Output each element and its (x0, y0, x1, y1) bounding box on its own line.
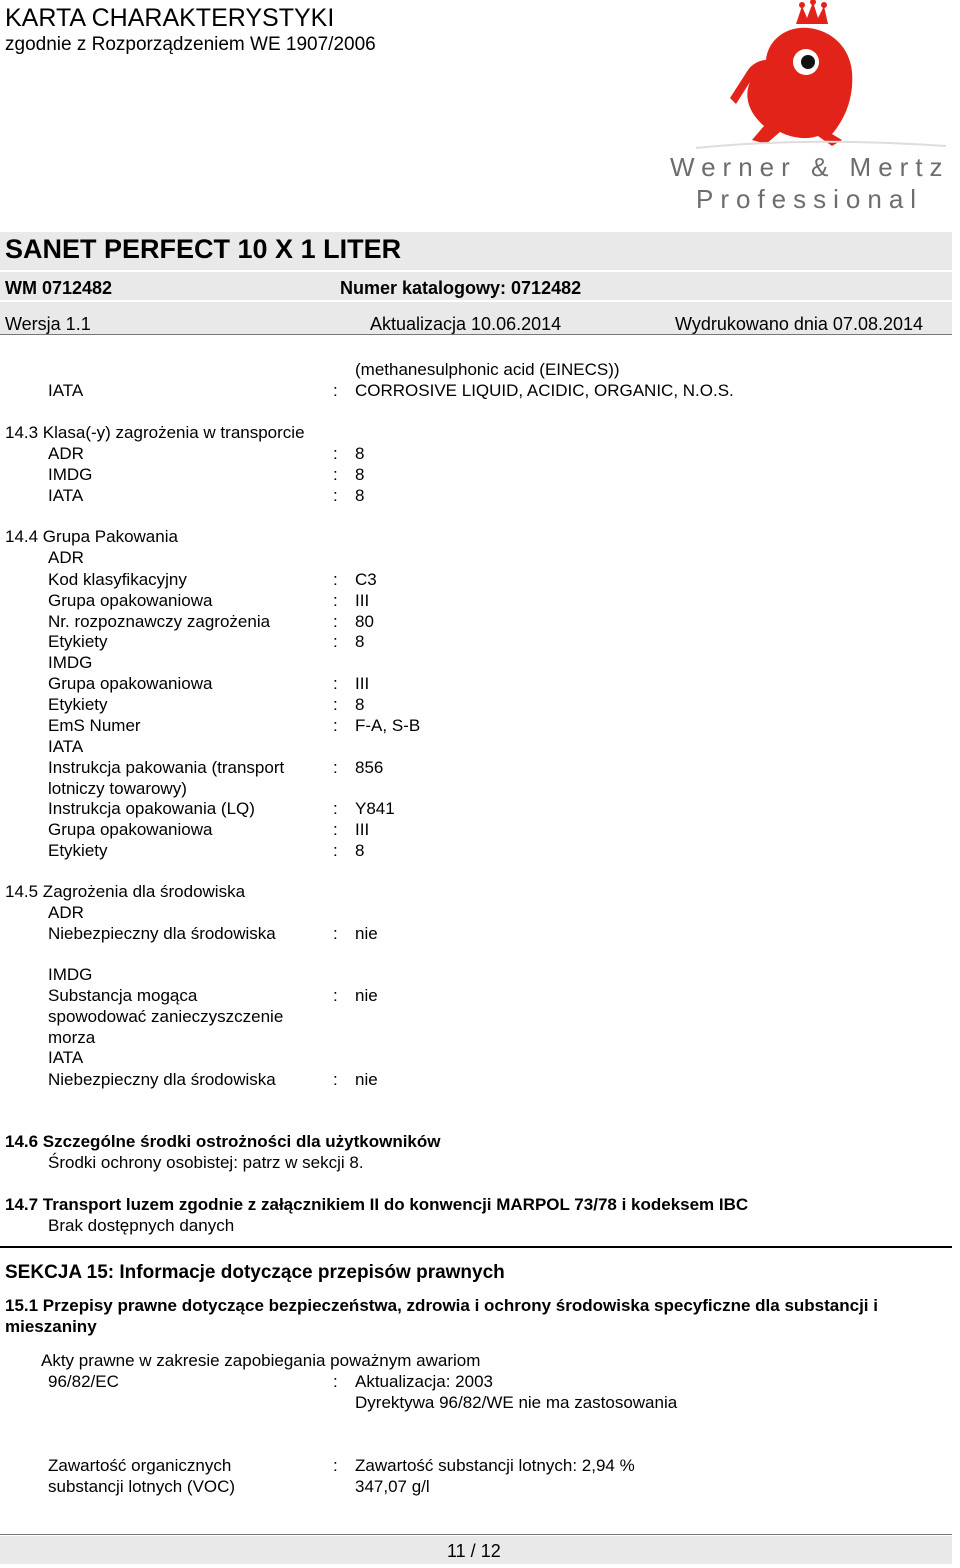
row-value: 8 (355, 465, 365, 484)
product-name: SANET PERFECT 10 X 1 LITER (5, 234, 402, 264)
section-14-3-heading: 14.3 Klasa(-y) zagrożenia w transporcie (5, 423, 305, 442)
subheading-adr: ADR (48, 903, 84, 922)
separator: : (333, 799, 338, 818)
separator: : (333, 1372, 338, 1391)
row-value-continued: Dyrektywa 96/82/WE nie ma zastosowania (355, 1393, 678, 1412)
subheading-iata: IATA (48, 1048, 84, 1067)
row-value: C3 (355, 570, 377, 589)
subheading-adr: ADR (48, 548, 84, 567)
row-label-continued: spowodować zanieczyszczenie (48, 1007, 284, 1026)
row-label-continued: morza (48, 1028, 96, 1047)
row-label-continued: substancji lotnych (VOC) (48, 1477, 236, 1496)
document-title: KARTA CHARAKTERYSTYKI (5, 4, 335, 32)
separator: : (333, 632, 338, 651)
section-15-1-heading-continued: mieszaniny (5, 1317, 97, 1336)
separator: : (333, 381, 338, 400)
header-divider (0, 334, 952, 335)
separator: : (333, 444, 338, 463)
row-label: Etykiety (48, 695, 108, 714)
section-14-6-heading: 14.6 Szczególne środki ostrożności dla użytkowników (5, 1132, 441, 1151)
separator: : (333, 674, 338, 693)
row-value: nie (355, 986, 378, 1005)
section-14-6-text: Środki ochrony osobistej: patrz w sekcji 8. (48, 1153, 364, 1172)
separator: : (333, 924, 338, 943)
separator: : (333, 986, 338, 1005)
footer-divider (0, 1534, 952, 1535)
section-14-7-heading: 14.7 Transport luzem zgodnie z załącznikiem II do konwencji MARPOL 73/78 i kodeksem IBC (5, 1195, 749, 1214)
version: Wersja 1.1 (5, 314, 91, 334)
page-number: 11 / 12 (447, 1541, 501, 1561)
section-15-heading: SEKCJA 15: Informacje dotyczące przepisów prawnych (5, 1262, 505, 1283)
row-label: Etykiety (48, 841, 108, 860)
row-value: F-A, S-B (355, 716, 421, 735)
iata-shipping-name: CORROSIVE LIQUID, ACIDIC, ORGANIC, N.O.S. (355, 381, 734, 400)
separator: : (333, 695, 338, 714)
row-value: nie (355, 924, 378, 943)
regulations-intro: Akty prawne w zakresie zapobiegania poważnym awariom (41, 1351, 481, 1370)
separator: : (333, 486, 338, 505)
section-14-7-text: Brak dostępnych danych (48, 1216, 235, 1235)
row-label: Niebezpieczny dla środowiska (48, 924, 276, 943)
row-value: 80 (355, 612, 374, 631)
werner-mertz-logo (656, 0, 956, 218)
row-label-continued: lotniczy towarowy) (48, 779, 187, 798)
separator: : (333, 1456, 338, 1475)
row-label: Grupa opakowaniowa (48, 820, 213, 839)
row-value: III (355, 591, 370, 610)
separator: : (333, 841, 338, 860)
crown-icon (796, 0, 828, 24)
row-label: Zawartość organicznych (48, 1456, 232, 1475)
separator: : (333, 465, 338, 484)
row-value: Y841 (355, 799, 395, 818)
row-value: 8 (355, 444, 365, 463)
printed-date: Wydrukowano dnia 07.08.2014 (675, 314, 924, 334)
iata-label: IATA (48, 381, 84, 400)
row-label: Niebezpieczny dla środowiska (48, 1070, 276, 1089)
section-14-4-heading: 14.4 Grupa Pakowania (5, 527, 178, 546)
separator: : (333, 612, 338, 631)
row-value: 8 (355, 486, 365, 505)
section-divider (0, 1246, 952, 1248)
frog-eye-icon (793, 49, 819, 75)
updated-date: Aktualizacja 10.06.2014 (370, 314, 562, 334)
subheading-iata: IATA (48, 737, 84, 756)
row-value: Zawartość substancji lotnych: 2,94 % (355, 1456, 635, 1475)
row-label: Grupa opakowaniowa (48, 674, 213, 693)
row-value: Aktualizacja: 2003 (355, 1372, 493, 1391)
separator: : (333, 570, 338, 589)
row-value: 8 (355, 695, 365, 714)
separator: : (333, 1070, 338, 1089)
section-14-5-heading: 14.5 Zagrożenia dla środowiska (5, 882, 246, 901)
logo-text-line2: Professional (696, 184, 924, 214)
section-15-1-heading: 15.1 Przepisy prawne dotyczące bezpieczeństwa, zdrowia i ochrony środowiska specyficzne dla substancji i (5, 1296, 878, 1315)
row-value: III (355, 674, 370, 693)
row-label: Nr. rozpoznawczy zagrożenia (48, 612, 271, 631)
row-label: 96/82/EC (48, 1372, 119, 1391)
row-value: 8 (355, 632, 365, 651)
frog-icon (730, 28, 852, 146)
row-label: Substancja mogąca (48, 986, 198, 1005)
row-value: III (355, 820, 370, 839)
row-value-continued: 347,07 g/l (355, 1477, 430, 1496)
row-label: Instrukcja opakowania (LQ) (48, 799, 255, 818)
row-label: ADR (48, 444, 84, 463)
subheading-imdg: IMDG (48, 653, 93, 672)
row-label: Grupa opakowaniowa (48, 591, 213, 610)
logo-text-line1: Werner & Mertz (670, 152, 950, 182)
row-label: EmS Numer (48, 716, 141, 735)
document-subtitle: zgodnie z Rozporządzeniem WE 1907/2006 (5, 34, 376, 55)
continued-text: (methanesulphonic acid (EINECS)) (355, 360, 620, 379)
row-label: IATA (48, 486, 84, 505)
row-label: Instrukcja pakowania (transport (48, 758, 285, 777)
separator: : (333, 820, 338, 839)
row-value: 856 (355, 758, 384, 777)
row-label: Kod klasyfikacyjny (48, 570, 187, 589)
subheading-imdg: IMDG (48, 965, 93, 984)
separator: : (333, 758, 338, 777)
row-value: nie (355, 1070, 378, 1089)
separator: : (333, 591, 338, 610)
row-label: IMDG (48, 465, 93, 484)
separator: : (333, 716, 338, 735)
row-value: 8 (355, 841, 365, 860)
catalog-number: Numer katalogowy: 0712482 (340, 278, 582, 298)
wm-number: WM 0712482 (5, 278, 113, 298)
row-label: Etykiety (48, 632, 108, 651)
